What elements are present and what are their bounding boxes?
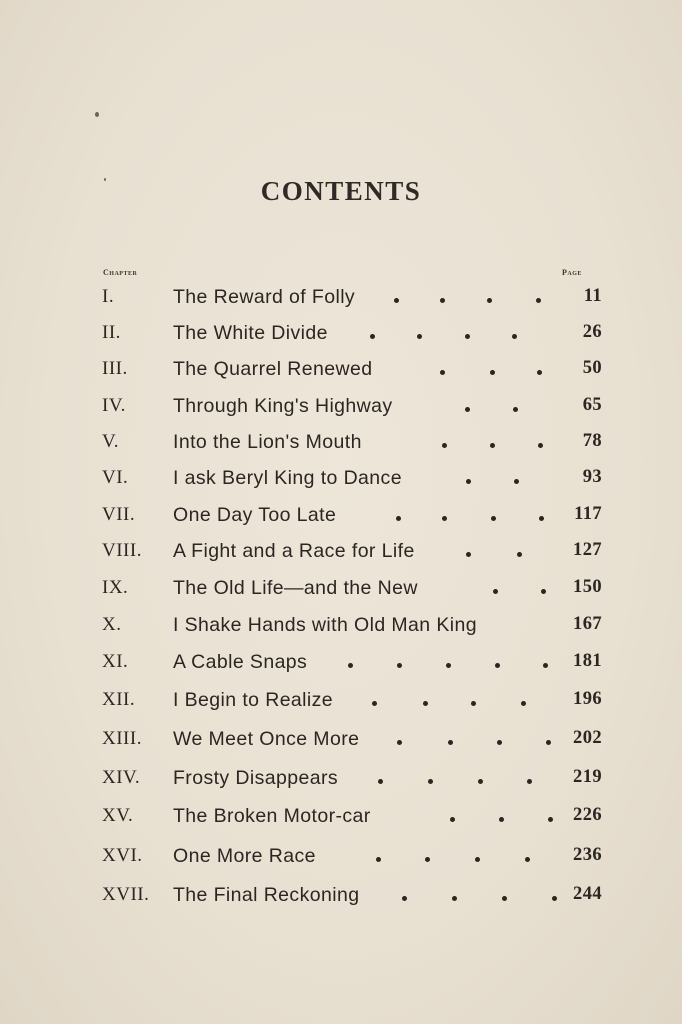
leader-dot	[478, 779, 483, 784]
leader-dot	[539, 516, 544, 521]
toc-entry	[0, 805, 682, 835]
chapter-title: We Meet Once More	[173, 728, 360, 750]
leader-dot	[442, 443, 447, 448]
leader-dot	[497, 740, 502, 745]
toc-entry	[0, 540, 682, 570]
leader-dot	[538, 443, 543, 448]
leader-dot	[452, 896, 457, 901]
toc-entry	[0, 689, 682, 719]
toc-entry	[0, 614, 682, 644]
page-number: 78	[582, 431, 602, 451]
leader-dot	[495, 663, 500, 668]
toc-entry	[0, 884, 682, 914]
leader-dot	[521, 701, 526, 706]
chapter-number: VIII.	[102, 540, 142, 561]
leader-dot	[548, 817, 553, 822]
chapter-title: I ask Beryl King to Dance	[173, 467, 402, 489]
page-number: 26	[582, 322, 602, 342]
leader-dot	[423, 701, 428, 706]
chapter-title: Frosty Disappears	[173, 767, 339, 789]
leader-dot	[402, 896, 407, 901]
leader-dot	[466, 479, 471, 484]
leader-dot	[514, 479, 519, 484]
chapter-number: XII.	[102, 689, 136, 710]
chapter-number: VI.	[102, 467, 129, 488]
page-number: 244	[573, 884, 602, 904]
leader-dot	[394, 298, 399, 303]
leader-dot	[448, 740, 453, 745]
toc-entry	[0, 395, 682, 425]
leader-dot	[450, 817, 455, 822]
leader-dot	[491, 516, 496, 521]
toc-entry	[0, 286, 682, 316]
toc-entry	[0, 358, 682, 388]
leader-dot	[493, 589, 498, 594]
leader-dot	[502, 896, 507, 901]
chapter-title: The White Divide	[173, 322, 328, 344]
page-number: 150	[573, 577, 602, 597]
leader-dot	[546, 740, 551, 745]
leader-dot	[543, 663, 548, 668]
toc-entry	[0, 845, 682, 875]
toc-entry	[0, 651, 682, 681]
page-number: 196	[573, 689, 602, 709]
leader-dot	[536, 298, 541, 303]
leader-dot	[378, 779, 383, 784]
chapter-number: XVI.	[102, 845, 143, 866]
chapter-title: I Begin to Realize	[173, 689, 334, 711]
page-number: 167	[573, 614, 602, 634]
chapter-title: The Reward of Folly	[173, 286, 356, 308]
leader-dot	[446, 663, 451, 668]
chapter-title: I Shake Hands with Old Man King	[173, 614, 477, 636]
chapter-title: A Cable Snaps	[173, 651, 308, 673]
leader-dot	[537, 370, 542, 375]
chapter-title: Through King's Highway	[173, 395, 393, 417]
leader-dot	[517, 552, 522, 557]
chapter-number: III.	[102, 358, 128, 379]
toc-entry	[0, 767, 682, 797]
page-title: CONTENTS	[260, 176, 422, 206]
leader-dot	[490, 443, 495, 448]
page-number: 65	[582, 395, 602, 415]
page-number: 117	[574, 504, 602, 524]
chapter-title: The Old Life—and the New	[173, 577, 418, 599]
toc-entry	[0, 431, 682, 461]
chapter-number: XIV.	[102, 767, 141, 788]
chapter-title: The Final Reckoning	[173, 884, 360, 906]
page-number: 93	[582, 467, 602, 487]
chapter-title: The Quarrel Renewed	[173, 358, 373, 380]
page-number: 219	[573, 767, 602, 787]
chapter-number: IX.	[102, 577, 129, 598]
chapter-title: One More Race	[173, 845, 316, 867]
page-number: 181	[573, 651, 602, 671]
toc-entry	[0, 322, 682, 352]
leader-dot	[396, 516, 401, 521]
page-number: 127	[573, 540, 602, 560]
chapter-number: XI.	[102, 651, 129, 672]
chapter-number: IV.	[102, 395, 126, 416]
leader-dot	[376, 857, 381, 862]
leader-dot	[397, 740, 402, 745]
page-number: 236	[573, 845, 602, 865]
leader-dot	[440, 298, 445, 303]
chapter-title: The Broken Motor-car	[173, 805, 371, 827]
toc-entry	[0, 504, 682, 534]
chapter-column-label: Chapter	[103, 268, 138, 277]
leader-dot	[372, 701, 377, 706]
page-column-label: Page	[562, 268, 582, 277]
chapter-number: II.	[102, 322, 121, 343]
leader-dot	[541, 589, 546, 594]
leader-dot	[428, 779, 433, 784]
leader-dot	[397, 663, 402, 668]
leader-dot	[440, 370, 445, 375]
chapter-number: XIII.	[102, 728, 142, 749]
leader-dot	[513, 407, 518, 412]
leader-dot	[442, 516, 447, 521]
leader-dot	[465, 407, 470, 412]
page-number: 11	[583, 286, 602, 306]
page-number: 50	[582, 358, 602, 378]
leader-dot	[552, 896, 557, 901]
chapter-title: One Day Too Late	[173, 504, 337, 526]
leader-dot	[417, 334, 422, 339]
chapter-title: Into the Lion's Mouth	[173, 431, 362, 453]
leader-dot	[490, 370, 495, 375]
toc-entry	[0, 577, 682, 607]
page-number: 226	[573, 805, 602, 825]
leader-dot	[466, 552, 471, 557]
leader-dot	[475, 857, 480, 862]
toc-entry	[0, 728, 682, 758]
leader-dot	[471, 701, 476, 706]
chapter-number: XV.	[102, 805, 134, 826]
chapter-number: XVII.	[102, 884, 150, 905]
chapter-number: X.	[102, 614, 122, 635]
leader-dot	[527, 779, 532, 784]
toc-entry	[0, 467, 682, 497]
page-number: 202	[573, 728, 602, 748]
leader-dot	[465, 334, 470, 339]
leader-dot	[525, 857, 530, 862]
chapter-number: I.	[102, 286, 115, 307]
leader-dot	[512, 334, 517, 339]
leader-dot	[499, 817, 504, 822]
chapter-title: A Fight and a Race for Life	[173, 540, 415, 562]
leader-dot	[487, 298, 492, 303]
chapter-number: VII.	[102, 504, 136, 525]
leader-dot	[348, 663, 353, 668]
leader-dot	[425, 857, 430, 862]
chapter-number: V.	[102, 431, 120, 452]
leader-dot	[370, 334, 375, 339]
